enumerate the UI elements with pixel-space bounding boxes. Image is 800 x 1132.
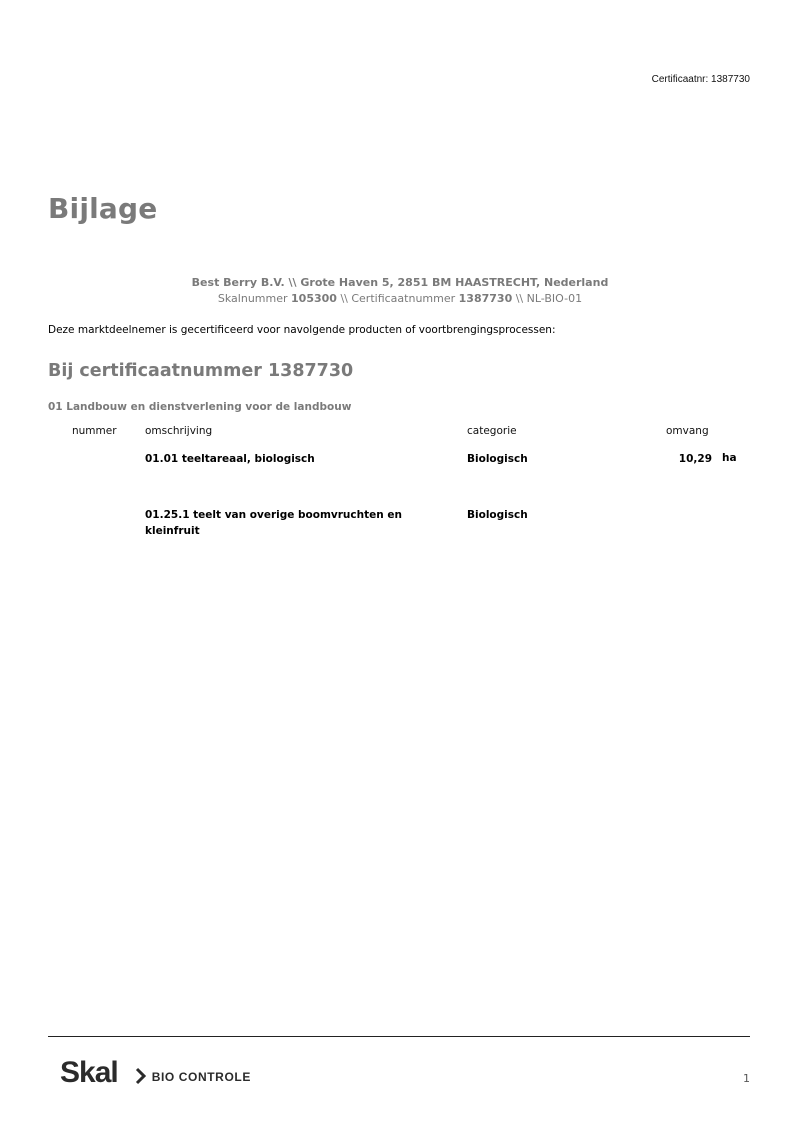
page-title: Bijlage bbox=[48, 192, 158, 225]
intro-text: Deze marktdeelnemer is gecertificeerd voor navolgende producten of voortbrengingsprocessen: bbox=[48, 324, 556, 336]
certificate-label: \\ Certificaatnummer bbox=[340, 292, 456, 305]
chevron-right-icon bbox=[134, 1067, 148, 1085]
skal-certificate-line bbox=[0, 292, 800, 305]
page-number: 1 bbox=[743, 1072, 750, 1085]
row-category: Biologisch bbox=[467, 509, 528, 521]
logo-wordmark: Skal bbox=[60, 1056, 118, 1089]
row-unit: ha bbox=[722, 452, 737, 464]
certificate-number: 1387730 bbox=[458, 292, 513, 305]
column-header-categorie: categorie bbox=[467, 425, 517, 437]
column-header-omvang: omvang bbox=[666, 425, 709, 437]
group-title: 01 Landbouw en dienstverlening voor de landbouw bbox=[48, 401, 352, 413]
skal-number: 105300 bbox=[291, 292, 337, 305]
row-description: 01.01 teeltareaal, biologisch bbox=[145, 453, 315, 465]
row-category: Biologisch bbox=[467, 453, 528, 465]
row-description: 01.25.1 teelt van overige boomvruchten en kleinfruit bbox=[145, 509, 402, 537]
column-header-nummer: nummer bbox=[72, 425, 117, 437]
certificate-number-header: Certificaatnr: 1387730 bbox=[651, 74, 750, 85]
company-address-line: Best Berry B.V. \\ Grote Haven 5, 2851 BM HAASTRECHT, Nederland bbox=[191, 276, 609, 289]
section-title: Bij certificaatnummer 1387730 bbox=[48, 361, 354, 381]
footer-divider bbox=[48, 1036, 750, 1037]
bio-code: \\ NL-BIO-01 bbox=[515, 292, 583, 305]
logo-subtext: BIO CONTROLE bbox=[151, 1069, 251, 1084]
skal-logo bbox=[60, 1056, 251, 1090]
skal-label: Skalnummer bbox=[217, 292, 288, 305]
row-amount: 10,29 bbox=[678, 453, 712, 465]
column-header-omschrijving: omschrijving bbox=[145, 425, 213, 437]
